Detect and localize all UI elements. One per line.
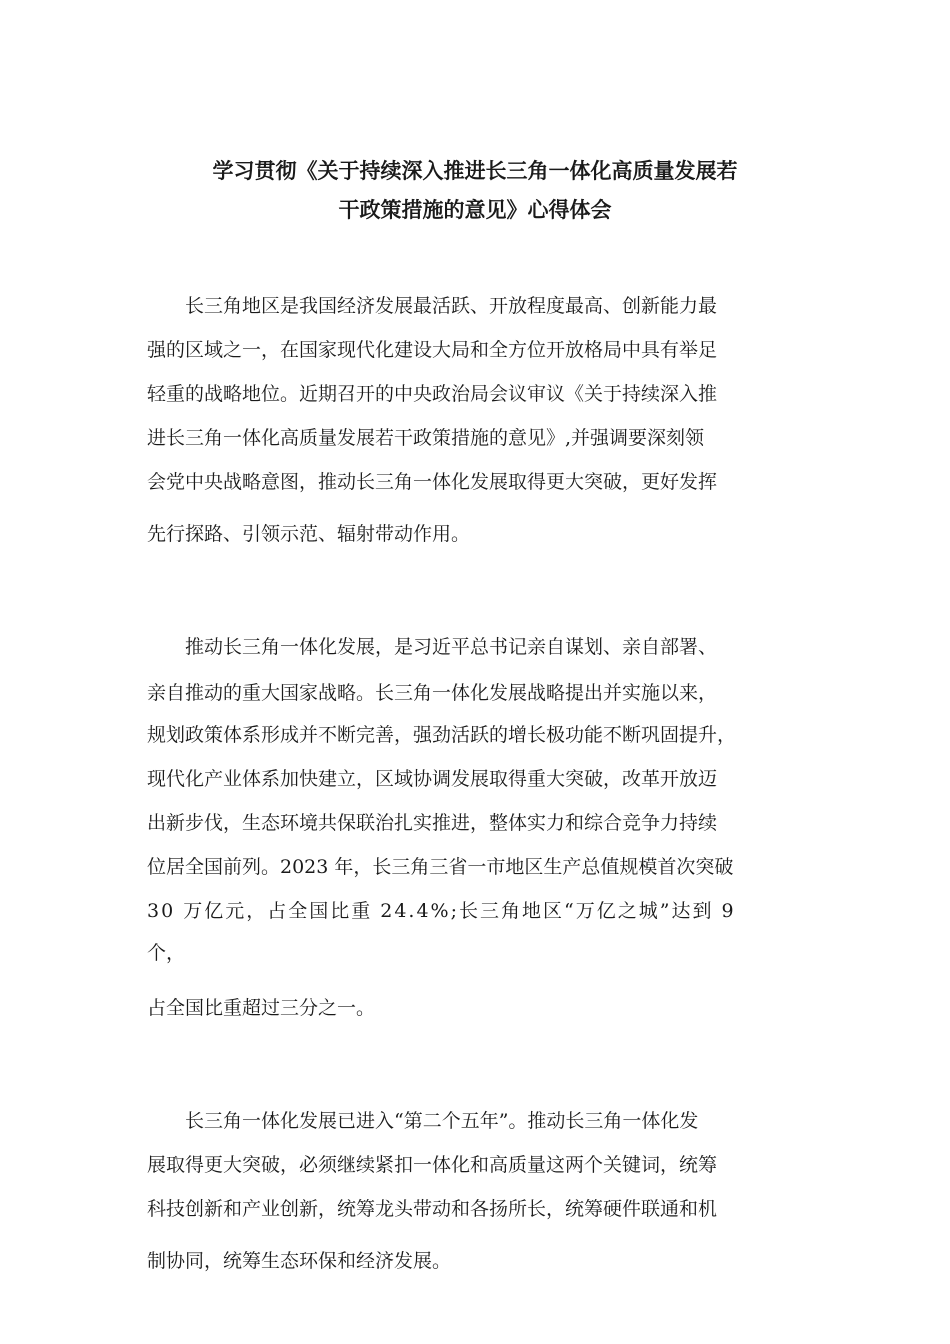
- paragraph-line: 位居全国前列。2023 年，长三角三省一市地区生产总值规模首次突破: [147, 856, 734, 878]
- paragraph-line: 30 万亿元，占全国比重 24.4%;长三角地区“万亿之城”达到 9: [147, 900, 736, 922]
- paragraph-line: 长三角地区是我国经济发展最活跃、开放程度最高、创新能力最: [185, 295, 718, 317]
- paragraph-line: 强的区域之一，在国家现代化建设大局和全方位开放格局中具有举足: [147, 339, 718, 361]
- paragraph-line: 会党中央战略意图，推动长三角一体化发展取得更大突破，更好发挥: [147, 471, 718, 493]
- paragraph-line: 规划政策体系形成并不断完善，强劲活跃的增长极功能不断巩固提升，: [147, 724, 737, 746]
- paragraph-line: 出新步伐，生态环境共保联治扎实推进，整体实力和综合竞争力持续: [147, 812, 718, 834]
- paragraph-line: 科技创新和产业创新，统筹龙头带动和各扬所长，统筹硬件联通和机: [147, 1198, 718, 1220]
- paragraph-line: 展取得更大突破，必须继续紧扣一体化和高质量这两个关键词，统筹: [147, 1154, 718, 1176]
- document-title-line-2: 干政策措施的意见》心得体会: [338, 198, 612, 222]
- document-title-line-1: 学习贯彻《关于持续深入推进长三角一体化高质量发展若: [212, 159, 738, 183]
- paragraph-line: 制协同，统筹生态环保和经济发展。: [147, 1250, 452, 1272]
- paragraph-line: 个，: [147, 942, 186, 964]
- paragraph-line: 亲自推动的重大国家战略。长三角一体化发展战略提出并实施以来，: [147, 682, 718, 704]
- paragraph-line: 推动长三角一体化发展，是习近平总书记亲自谋划、亲自部署、: [185, 636, 718, 658]
- paragraph-line: 现代化产业体系加快建立，区域协调发展取得重大突破，改革开放迈: [147, 768, 718, 790]
- paragraph-line: 进长三角一体化高质量发展若干政策措施的意见》,并强调要深刻领: [147, 427, 705, 449]
- paragraph-line: 占全国比重超过三分之一。: [147, 997, 376, 1019]
- paragraph-line: 先行探路、引领示范、辐射带动作用。: [147, 523, 471, 545]
- paragraph-line: 长三角一体化发展已进入“第二个五年”。推动长三角一体化发: [185, 1110, 699, 1132]
- paragraph-line: 轻重的战略地位。近期召开的中央政治局会议审议《关于持续深入推: [147, 383, 718, 405]
